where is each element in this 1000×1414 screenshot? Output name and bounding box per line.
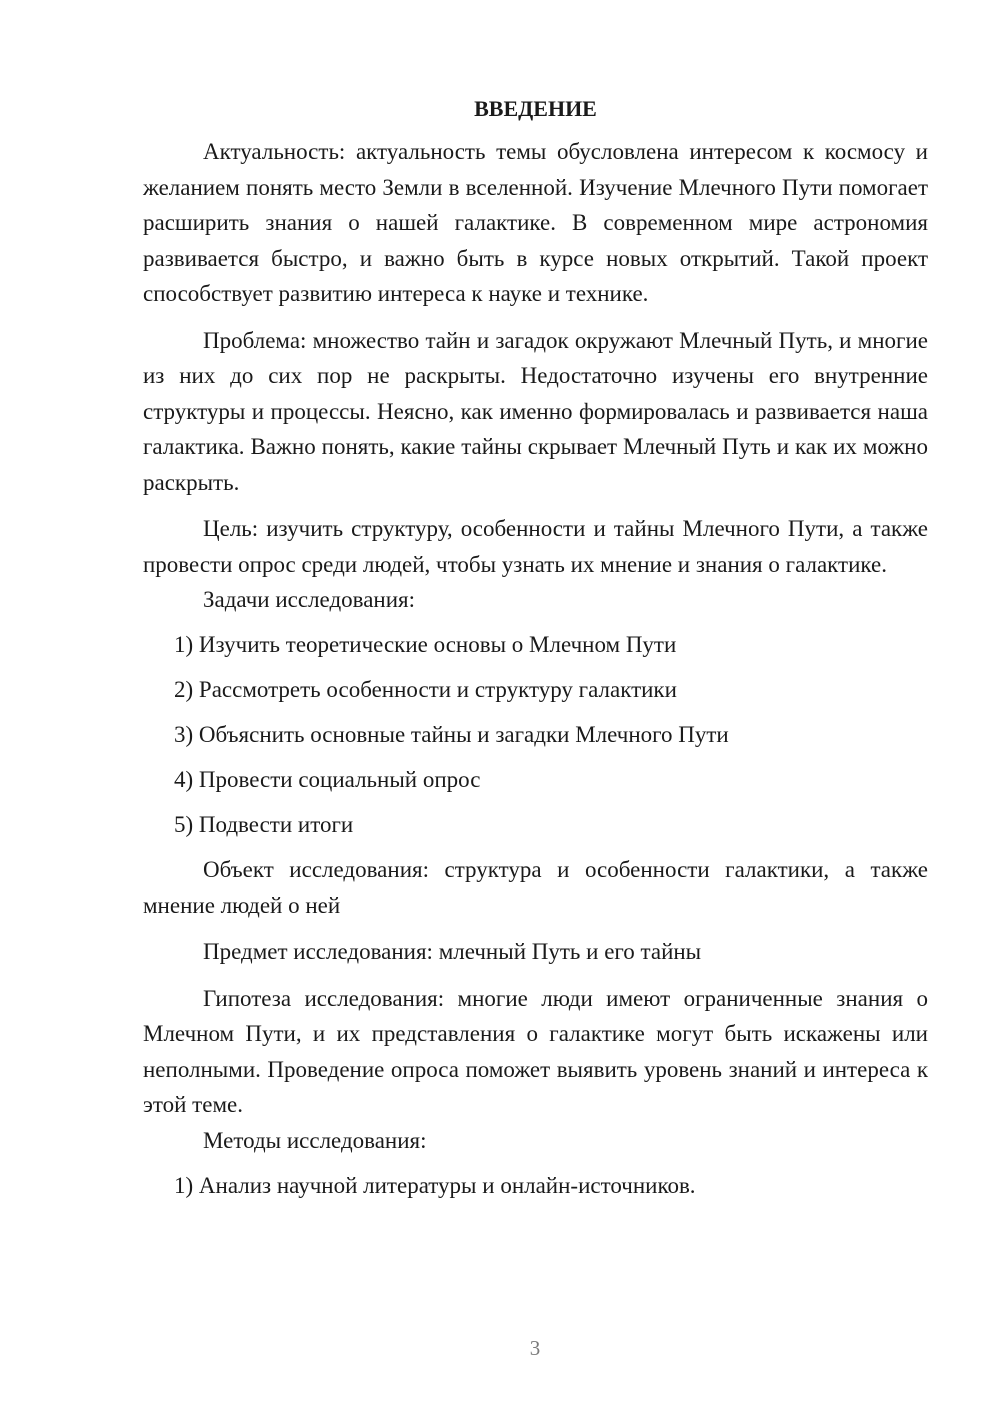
list-item: 1) Анализ научной литературы и онлайн-источников.	[174, 1172, 696, 1198]
goal-paragraph: Цель: изучить структуру, особенности и тайны Млечного Пути, а также провести опрос среди людей, чтобы узнать их мнение и знания о галактике.	[143, 516, 928, 577]
list-item: 5) Подвести итоги	[174, 812, 354, 837]
object-paragraph: Объект исследования: структура и особенности галактики, а также мнение людей о ней	[143, 857, 928, 918]
list-item: 2) Рассмотреть особенности и структуру галактики	[174, 677, 677, 702]
page-content	[143, 94, 928, 1203]
hypothesis-paragraph: Гипотеза исследования: многие люди имеют ограниченные знания о Млечном Пути, и их представления о галактике могут быть искажены или неполными. Проведение опроса поможет выявить уровень знаний и интереса к этой теме.	[143, 985, 928, 1117]
section-heading: ВВЕДЕНИЕ	[474, 96, 597, 121]
list-item: 3) Объяснить основные тайны и загадки Млечного Пути	[174, 722, 729, 747]
methods-label: Методы исследования:	[203, 1127, 427, 1153]
page-number: 3	[529, 1336, 541, 1360]
list-item: 4) Провести социальный опрос	[174, 767, 481, 792]
relevance-paragraph: Актуальность: актуальность темы обусловлена интересом к космосу и желанием понять место Земли в вселенной. Изучение Млечного Пути помогает расширить знания о нашей галактике. В современном мире астрономия развивается быстро, и важно быть в курсе новых открытий. Такой проект способствует развитию интереса к науке и технике.	[143, 139, 928, 306]
subject-paragraph: Предмет исследования: млечный Путь и его тайны	[203, 939, 702, 964]
methods-list	[143, 1168, 928, 1203]
tasks-label: Задачи исследования:	[203, 587, 416, 612]
list-item: 1) Изучить теоретические основы о Млечном Пути	[174, 632, 677, 657]
tasks-list	[143, 627, 928, 842]
problem-paragraph: Проблема: множество тайн и загадок окружают Млечный Путь, и многие из них до сих пор не раскрыты. Недостаточно изучены его внутренние структуры и процессы. Неясно, как именно формировалась и развивается наша галактика. Важно понять, какие тайны скрывает Млечный Путь и как их можно раскрыть.	[143, 327, 928, 495]
